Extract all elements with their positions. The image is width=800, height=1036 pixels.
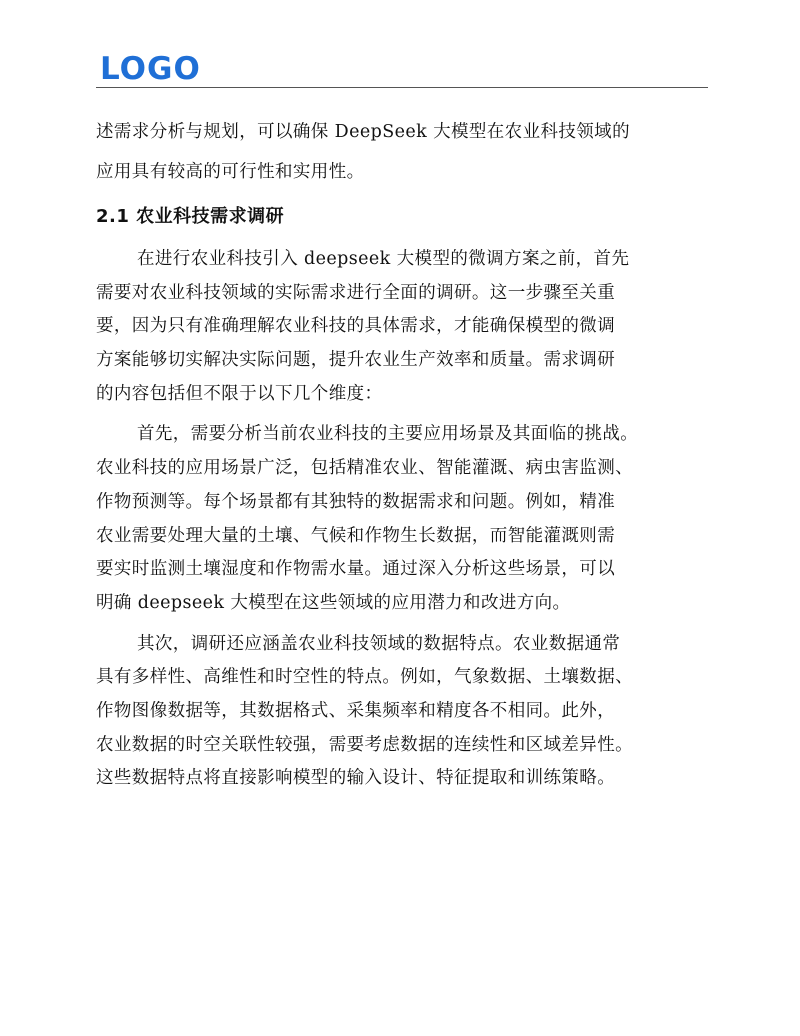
text-line: 要，因为只有准确理解农业科技的具体需求，才能确保模型的微调 — [96, 316, 616, 337]
logo: LOGO — [100, 51, 201, 87]
header-divider — [96, 87, 708, 88]
text-line: 应用具有较高的可行性和实用性。 — [96, 162, 365, 182]
text-line: 作物预测等。每个场景都有其独特的数据需求和问题。例如，精准 — [96, 491, 616, 512]
text-line: 要实时监测土壤湿度和作物需水量。通过深入分析这些场景，可以 — [96, 559, 616, 580]
text-line: 具有多样性、高维性和时空性的特点。例如，气象数据、土壤数据、 — [96, 667, 633, 688]
text-line: 农业数据的时空关联性较强，需要考虑数据的连续性和区域差异性。 — [96, 734, 633, 755]
text-line: 农业需要处理大量的土壤、气候和作物生长数据，而智能灌溉则需 — [96, 525, 616, 546]
text-line: 这些数据特点将直接影响模型的输入设计、特征提取和训练策略。 — [96, 768, 616, 789]
text-line: 明确 deepseek 大模型在这些领域的应用潜力和改进方向。 — [96, 592, 571, 613]
paragraph-2 — [96, 418, 718, 620]
text-line: 方案能够切实解决实际问题，提升农业生产效率和质量。需求调研 — [96, 350, 616, 371]
text-line: 作物图像数据等，其数据格式、采集频率和精度各不相同。此外， — [96, 700, 616, 721]
paragraph-3 — [96, 628, 718, 796]
text-line: 其次，调研还应涵盖农业科技领域的数据特点。农业数据通常 — [137, 633, 621, 654]
text-line: 需要对农业科技领域的实际需求进行全面的调研。这一步骤至关重 — [96, 282, 616, 303]
document-body — [96, 118, 718, 796]
text-line: 述需求分析与规划，可以确保 DeepSeek 大模型在农业科技领域的 — [96, 122, 630, 142]
text-line: 在进行农业科技引入 deepseek 大模型的微调方案之前，首先 — [137, 249, 630, 269]
section-heading: 2.1 农业科技需求调研 — [96, 206, 285, 227]
text-line: 的内容包括但不限于以下几个维度： — [96, 383, 383, 404]
text-line: 农业科技的应用场景广泛，包括精准农业、智能灌溉、病虫害监测、 — [96, 458, 633, 479]
text-line: 首先，需要分析当前农业科技的主要应用场景及其面临的挑战。 — [137, 424, 639, 445]
paragraph-1 — [96, 243, 718, 411]
intro-paragraph — [96, 118, 718, 186]
